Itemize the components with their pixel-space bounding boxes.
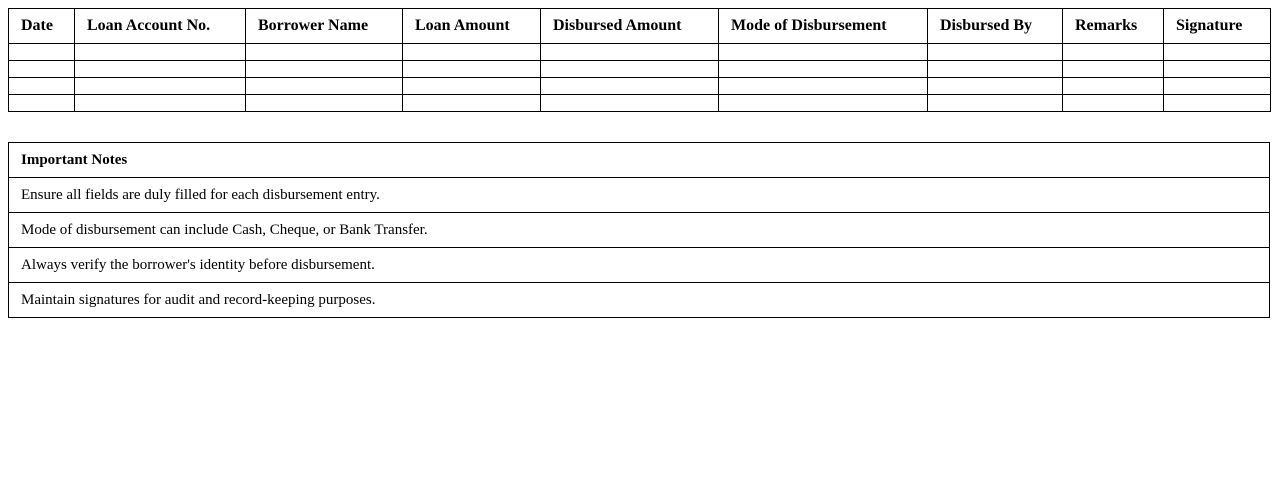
note-item: Always verify the borrower's identity before disbursement. xyxy=(9,248,1270,283)
table-cell[interactable] xyxy=(75,44,246,61)
column-header-loan-amount: Loan Amount xyxy=(403,9,541,44)
note-item: Mode of disbursement can include Cash, Cheque, or Bank Transfer. xyxy=(9,213,1270,248)
disbursement-log-table xyxy=(8,8,1271,112)
table-cell[interactable] xyxy=(75,95,246,112)
table-cell[interactable] xyxy=(403,78,541,95)
table-cell[interactable] xyxy=(9,61,75,78)
column-header-mode-of-disbursement: Mode of Disbursement xyxy=(719,9,928,44)
table-cell[interactable] xyxy=(541,95,719,112)
header-row xyxy=(9,9,1271,44)
table-cell[interactable] xyxy=(719,61,928,78)
column-header-disbursed-by: Disbursed By xyxy=(928,9,1063,44)
table-cell[interactable] xyxy=(928,44,1063,61)
table-cell[interactable] xyxy=(928,78,1063,95)
column-header-date: Date xyxy=(9,9,75,44)
table-cell[interactable] xyxy=(1164,44,1271,61)
table-cell[interactable] xyxy=(9,78,75,95)
column-header-disbursed-amount: Disbursed Amount xyxy=(541,9,719,44)
table-row xyxy=(9,78,1271,95)
table-cell[interactable] xyxy=(541,61,719,78)
table-cell[interactable] xyxy=(246,44,403,61)
table-cell[interactable] xyxy=(403,95,541,112)
table-cell[interactable] xyxy=(541,78,719,95)
table-row xyxy=(9,44,1271,61)
table-cell[interactable] xyxy=(403,44,541,61)
note-row xyxy=(9,248,1270,283)
column-header-signature: Signature xyxy=(1164,9,1271,44)
table-cell[interactable] xyxy=(403,61,541,78)
column-header-borrower-name: Borrower Name xyxy=(246,9,403,44)
note-row xyxy=(9,178,1270,213)
table-cell[interactable] xyxy=(246,61,403,78)
table-cell[interactable] xyxy=(719,44,928,61)
table-cell[interactable] xyxy=(1063,78,1164,95)
table-cell[interactable] xyxy=(719,78,928,95)
note-row xyxy=(9,283,1270,318)
table-row xyxy=(9,95,1271,112)
notes-title: Important Notes xyxy=(9,143,1270,178)
table-cell[interactable] xyxy=(1063,61,1164,78)
table-cell[interactable] xyxy=(1164,78,1271,95)
table-row xyxy=(9,61,1271,78)
table-cell[interactable] xyxy=(1063,44,1164,61)
table-cell[interactable] xyxy=(541,44,719,61)
important-notes-table xyxy=(8,142,1270,318)
table-cell[interactable] xyxy=(928,61,1063,78)
table-cell[interactable] xyxy=(928,95,1063,112)
table-cell[interactable] xyxy=(719,95,928,112)
column-header-remarks: Remarks xyxy=(1063,9,1164,44)
notes-header-row xyxy=(9,143,1270,178)
table-cell[interactable] xyxy=(75,61,246,78)
table-cell[interactable] xyxy=(1063,95,1164,112)
note-item: Ensure all fields are duly filled for each disbursement entry. xyxy=(9,178,1270,213)
table-cell[interactable] xyxy=(246,95,403,112)
table-cell[interactable] xyxy=(9,44,75,61)
note-row xyxy=(9,213,1270,248)
table-cell[interactable] xyxy=(1164,95,1271,112)
table-cell[interactable] xyxy=(1164,61,1271,78)
table-cell[interactable] xyxy=(75,78,246,95)
note-item: Maintain signatures for audit and record-keeping purposes. xyxy=(9,283,1270,318)
column-header-loan-account-no: Loan Account No. xyxy=(75,9,246,44)
table-cell[interactable] xyxy=(9,95,75,112)
table-cell[interactable] xyxy=(246,78,403,95)
